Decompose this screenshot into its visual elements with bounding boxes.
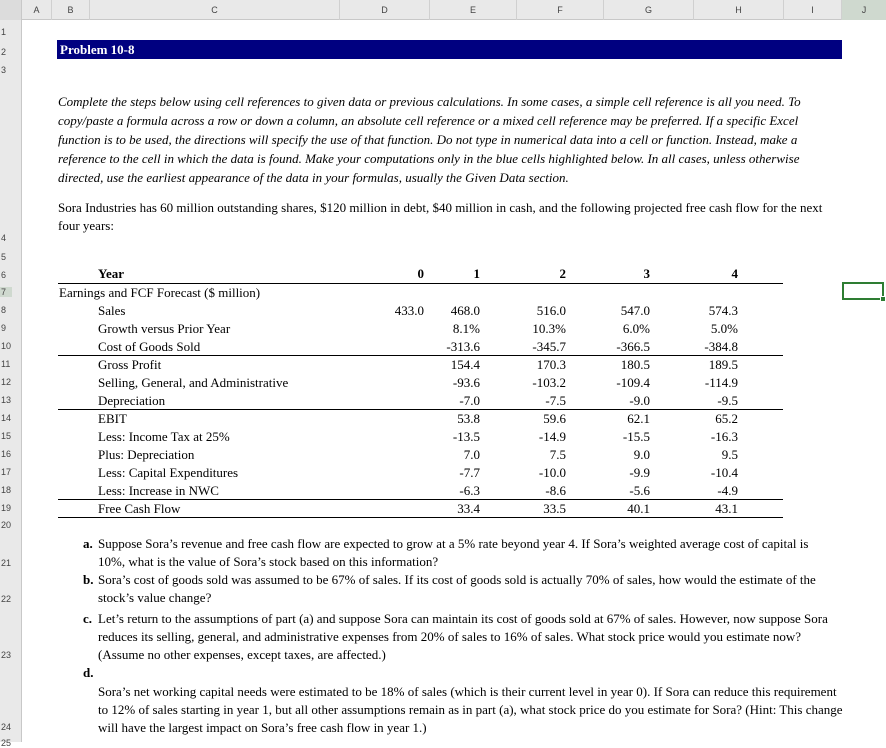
- row-header[interactable]: 9: [1, 323, 7, 333]
- row-value[interactable]: -4.9: [717, 483, 738, 498]
- selected-cell[interactable]: [842, 282, 884, 300]
- row-value[interactable]: 53.8: [457, 411, 480, 426]
- year-label[interactable]: Year: [98, 266, 124, 281]
- row-header[interactable]: 25: [1, 738, 12, 748]
- row-label[interactable]: Less: Income Tax at 25%: [98, 429, 230, 444]
- row-value[interactable]: 433.0: [394, 303, 424, 318]
- row-value[interactable]: -10.0: [538, 465, 566, 480]
- row-value[interactable]: 516.0: [536, 303, 566, 318]
- question-b-text[interactable]: Sora’s cost of goods sold was assumed to be 67% of sales. If its cost of goods sold is actually 70% of sales, how would the estimate of the stock’s value change?: [98, 572, 816, 605]
- row-value[interactable]: 154.4: [450, 357, 480, 372]
- row-value[interactable]: 547.0: [620, 303, 650, 318]
- row-value[interactable]: 9.5: [721, 447, 738, 462]
- row-header[interactable]: 21: [1, 558, 12, 568]
- row-value[interactable]: 43.1: [715, 501, 738, 516]
- row-header[interactable]: 6: [1, 270, 7, 280]
- section-label[interactable]: Earnings and FCF Forecast ($ million): [59, 285, 261, 300]
- row-header[interactable]: 16: [1, 449, 12, 459]
- row-header[interactable]: 17: [1, 467, 12, 477]
- row-value[interactable]: 7.0: [463, 447, 480, 462]
- row-value[interactable]: 10.3%: [532, 321, 566, 336]
- row-value[interactable]: 189.5: [708, 357, 738, 372]
- subtotal-rule: [58, 499, 783, 500]
- row-value[interactable]: -93.6: [452, 375, 480, 390]
- row-value[interactable]: 6.0%: [622, 321, 650, 336]
- question-a-text[interactable]: Suppose Sora’s revenue and free cash flow are expected to grow at a 5% rate beyond year 4. If Sora’s weighted average cost of capital is 10%, what is the value of Sora’s stock based on this information?: [98, 536, 809, 569]
- question-c-text[interactable]: Let’s return to the assumptions of part (a) and suppose Sora can maintain its cost of goods sold at 67% of sales. However, now suppose Sora reduces its selling, general, and administrative expenses from 20% of sales to 16% of sales. What stock price would you estimate now? (Assume no other expenses, except taxes, are affected.): [98, 611, 828, 662]
- row-value[interactable]: -345.7: [532, 339, 566, 354]
- question-a-label: a.: [83, 536, 93, 551]
- row-header[interactable]: 13: [1, 395, 12, 405]
- column-header-b[interactable]: B: [52, 0, 90, 20]
- row-value[interactable]: -7.0: [459, 393, 480, 408]
- row-label[interactable]: Sales: [98, 303, 126, 318]
- row-label[interactable]: Plus: Depreciation: [98, 447, 195, 462]
- year-header[interactable]: 4: [731, 266, 738, 281]
- row-value[interactable]: -15.5: [622, 429, 650, 444]
- row-header[interactable]: 23: [1, 650, 12, 660]
- question-d-text[interactable]: Sora’s net working capital needs were estimated to be 18% of sales (which is their current level in year 0). If Sora can reduce this requirement to 12% of sales starting in year 1, but all other assumptions remain as in part (a), what stock price do you estimate for Sora? (Hint: This change will have the largest impact on Sora’s free cash flow in year 1.): [98, 684, 843, 735]
- row-header[interactable]: 22: [1, 594, 12, 604]
- row-header[interactable]: 11: [1, 359, 11, 369]
- row-value[interactable]: 8.1%: [452, 321, 480, 336]
- row-value[interactable]: -114.9: [704, 375, 738, 390]
- row-value[interactable]: -14.9: [538, 429, 566, 444]
- row-label[interactable]: Depreciation: [98, 393, 166, 408]
- column-header-c[interactable]: C: [90, 0, 340, 20]
- subtotal-rule: [58, 355, 783, 356]
- row-header[interactable]: 12: [1, 377, 12, 387]
- column-header-h[interactable]: H: [694, 0, 784, 20]
- row-label[interactable]: EBIT: [98, 411, 127, 426]
- company-description[interactable]: Sora Industries has 60 million outstanding shares, $120 million in debt, $40 million in cash, and the following projected free cash flow for the next four years:: [58, 200, 823, 233]
- table-bottom-rule: [58, 517, 783, 518]
- row-value[interactable]: -7.5: [545, 393, 566, 408]
- row-header[interactable]: 24: [1, 722, 12, 732]
- row-value[interactable]: 33.5: [543, 501, 566, 516]
- row-label[interactable]: Less: Capital Expenditures: [98, 465, 239, 480]
- column-header-bar: [0, 0, 886, 20]
- subtotal-rule: [58, 409, 783, 410]
- year-header[interactable]: 3: [643, 266, 650, 281]
- column-header-a[interactable]: A: [22, 0, 52, 20]
- column-header-i[interactable]: I: [784, 0, 842, 20]
- row-value[interactable]: 62.1: [627, 411, 650, 426]
- row-header[interactable]: 4: [1, 233, 7, 243]
- row-header[interactable]: 3: [1, 65, 7, 75]
- question-c-label: c.: [83, 611, 93, 626]
- column-header-j[interactable]: J: [842, 0, 886, 20]
- row-value[interactable]: -109.4: [616, 375, 650, 390]
- row-header-bar: [0, 20, 22, 748]
- column-header-d[interactable]: D: [340, 0, 430, 20]
- select-all-corner[interactable]: [0, 0, 22, 20]
- row-header[interactable]: 15: [1, 431, 12, 441]
- row-value[interactable]: -8.6: [545, 483, 566, 498]
- row-value[interactable]: -9.0: [629, 393, 650, 408]
- row-value[interactable]: -10.4: [710, 465, 738, 480]
- column-header-f[interactable]: F: [517, 0, 604, 20]
- row-header[interactable]: 5: [1, 252, 7, 262]
- column-header-g[interactable]: G: [604, 0, 694, 20]
- row-value[interactable]: -16.3: [710, 429, 738, 444]
- row-value[interactable]: -9.9: [629, 465, 650, 480]
- row-value[interactable]: 5.0%: [710, 321, 738, 336]
- row-value[interactable]: 9.0: [633, 447, 650, 462]
- row-header[interactable]: 19: [1, 503, 12, 513]
- row-header[interactable]: 18: [1, 485, 12, 495]
- row-header[interactable]: 8: [1, 305, 7, 315]
- year-header[interactable]: 0: [417, 266, 424, 281]
- fill-handle[interactable]: [880, 296, 886, 302]
- row-value[interactable]: 170.3: [536, 357, 566, 372]
- column-header-e[interactable]: E: [430, 0, 517, 20]
- row-value[interactable]: -313.6: [446, 339, 480, 354]
- row-header[interactable]: 20: [1, 520, 12, 530]
- question-d-label: d.: [83, 665, 94, 680]
- row-value[interactable]: 7.5: [549, 447, 566, 462]
- row-label[interactable]: Selling, General, and Administrative: [98, 375, 289, 390]
- row-header[interactable]: 10: [1, 341, 12, 351]
- question-b-label: b.: [83, 572, 94, 587]
- problem-title[interactable]: Problem 10-8: [57, 40, 842, 59]
- row-header[interactable]: 14: [1, 413, 12, 423]
- row-value[interactable]: 180.5: [620, 357, 650, 372]
- row-value[interactable]: -13.5: [452, 429, 480, 444]
- row-value[interactable]: 468.0: [450, 303, 480, 318]
- row-value[interactable]: 59.6: [543, 411, 566, 426]
- row-value[interactable]: -7.7: [459, 465, 480, 480]
- row-value[interactable]: -9.5: [717, 393, 738, 408]
- row-value[interactable]: -5.6: [629, 483, 650, 498]
- row-value[interactable]: 33.4: [457, 501, 480, 516]
- row-value[interactable]: -6.3: [459, 483, 480, 498]
- row-label[interactable]: Less: Increase in NWC: [98, 483, 219, 498]
- row-value[interactable]: -384.8: [704, 339, 738, 354]
- row-header[interactable]: 2: [1, 47, 7, 57]
- row-label[interactable]: Growth versus Prior Year: [98, 321, 231, 336]
- table-header-rule: [58, 283, 783, 284]
- row-value[interactable]: -103.2: [532, 375, 566, 390]
- row-value[interactable]: 40.1: [627, 501, 650, 516]
- row-header-selected[interactable]: 7: [0, 287, 12, 297]
- row-value[interactable]: 574.3: [708, 303, 738, 318]
- row-label[interactable]: Free Cash Flow: [98, 501, 181, 516]
- row-value[interactable]: -366.5: [616, 339, 650, 354]
- row-label[interactable]: Gross Profit: [98, 357, 162, 372]
- instructions-paragraph[interactable]: Complete the steps below using cell references to given data or previous calculations. In some cases, a simple cell reference is all you need. To copy/paste a formula across a row or down a column, an absolute cell reference or a mixed cell reference may be preferred. If a specific Excel function is to be used, the directions will specify the use of that function. Do not type in numerical data into a cell or function. Instead, make a reference to the cell in which the data is found. Make your computations only in the blue cells highlighted below. In all cases, unless otherwise directed, use the earliest appearance of the data in your formulas, usually the Given Data section.: [58, 94, 801, 185]
- row-value[interactable]: 65.2: [715, 411, 738, 426]
- year-header[interactable]: 2: [559, 266, 566, 281]
- row-label[interactable]: Cost of Goods Sold: [98, 339, 201, 354]
- row-header[interactable]: 1: [1, 27, 7, 37]
- year-header[interactable]: 1: [473, 266, 480, 281]
